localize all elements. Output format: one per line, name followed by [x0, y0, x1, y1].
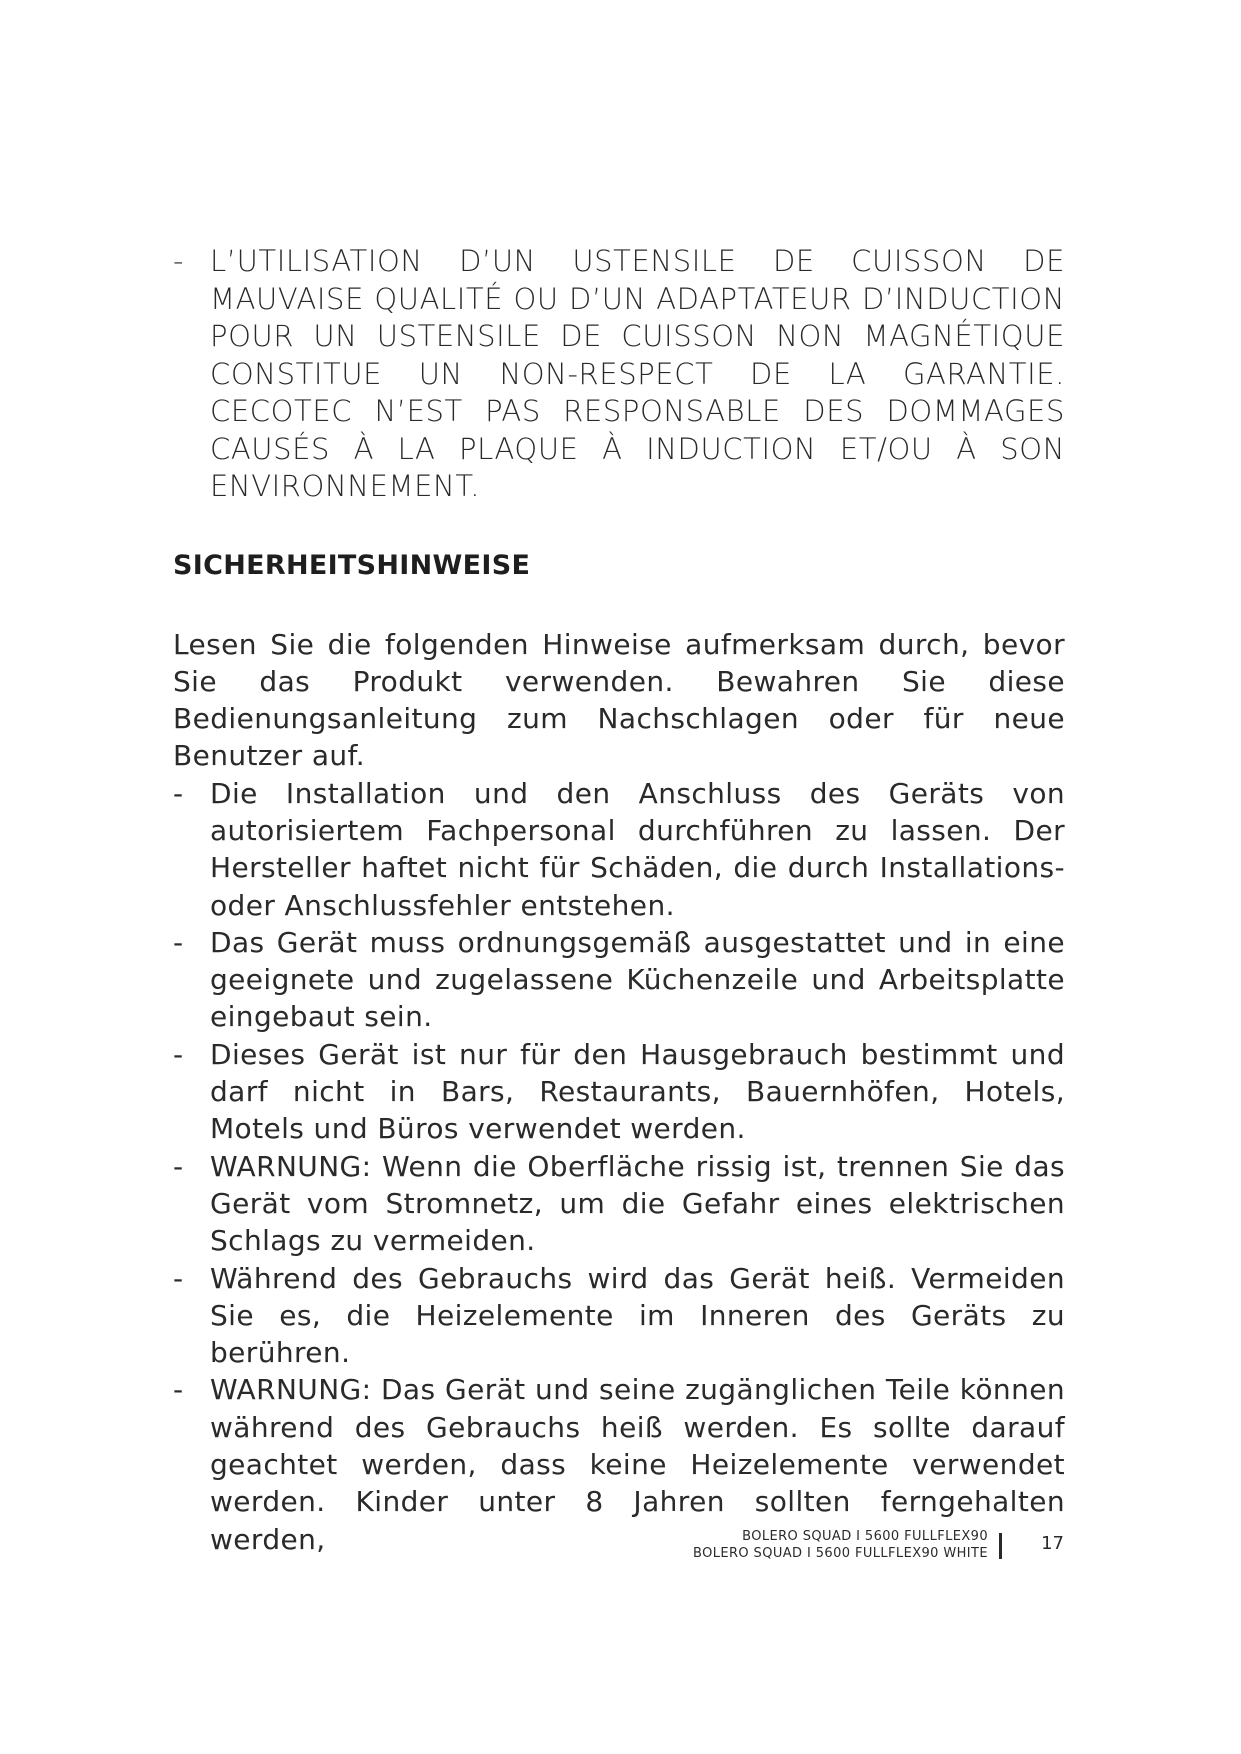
list-dash: -	[173, 925, 184, 959]
footer-model-line-1: BOLERO SQUAD I 5600 FULLFLEX90	[742, 1529, 988, 1544]
page-footer	[600, 1528, 1070, 1568]
list-item-text: Das Gerät muss ordnungsgemäß ausgestattet und in eine geeignete und zugelassene Küchenzeile und Arbeitsplatte eingebaut sein.	[210, 925, 1065, 1034]
list-item-text: WARNUNG: Wenn die Oberfläche rissig ist, trennen Sie das Gerät vom Stromnetz, um die Gefahr eines elektrischen Schlags zu vermeiden.	[210, 1149, 1065, 1258]
list-item-text: Während des Gebrauchs wird das Gerät heiß. Vermeiden Sie es, die Heizelemente im Inneren des Geräts zu berühren.	[210, 1261, 1065, 1370]
list-dash: -	[173, 1261, 184, 1295]
footer-model-line-2: BOLERO SQUAD I 5600 FULLFLEX90 WHITE	[692, 1546, 988, 1561]
page-number: 17	[1041, 1533, 1064, 1554]
list-item-text: Dieses Gerät ist nur für den Hausgebrauch bestimmt und darf nicht in Bars, Restaurants, Bauernhöfen, Hotels, Motels und Büros verwendet werden.	[210, 1037, 1065, 1146]
list-item-text: WARNUNG: Das Gerät und seine zugänglichen Teile können während des Gebrauchs heiß werden. Es sollte darauf geachtet werden, dass keine Heizelemente verwendet werden. Kinder unter 8 Jahren sollten ferngehalten werden,	[210, 1373, 1065, 1556]
french-warranty-text: L’UTILISATION D’UN USTENSILE DE CUISSON DE MAUVAISE QUALITÉ OU D’UN ADAPTATEUR D’INDUCTION POUR UN USTENSILE DE CUISSON NON MAGNÉTIQUE CONSTITUE UN NON-RESPECT DE LA GARANTIE. CECOTEC N’EST PAS RESPONSABLE DES DOMMAGES CAUSÉS À LA PLAQUE À INDUCTION ET/OU À SON ENVIRONNEMENT.	[210, 244, 1065, 503]
intro-paragraph: Lesen Sie die folgenden Hinweise aufmerksam durch, bevor Sie das Produkt verwenden. Bewahren Sie diese Bedienungsanleitung zum Nachschlagen oder für neue Benutzer auf.	[173, 627, 1065, 773]
list-item	[173, 1036, 1065, 1148]
list-item	[173, 1260, 1065, 1372]
list-item	[173, 775, 1065, 924]
list-dash: -	[173, 776, 184, 810]
french-warranty-item	[173, 243, 1065, 506]
list-dash: -	[173, 244, 185, 278]
safety-instructions	[173, 626, 1065, 1558]
list-dash: -	[173, 1149, 184, 1183]
page-content	[173, 243, 1065, 1558]
section-heading: SICHERHEITSHINWEISE	[173, 549, 531, 581]
footer-divider	[999, 1533, 1002, 1559]
list-dash: -	[173, 1037, 184, 1071]
list-item	[173, 924, 1065, 1036]
footer-model-names	[693, 1528, 988, 1562]
list-item-text: Die Installation und den Anschluss des Geräts von autorisiertem Fachpersonal durchführen zu lassen. Der Hersteller haftet nicht für Schäden, die durch Installations- oder Anschlussfehler entstehen.	[210, 776, 1065, 922]
list-item	[173, 1148, 1065, 1260]
list-dash: -	[173, 1373, 184, 1407]
